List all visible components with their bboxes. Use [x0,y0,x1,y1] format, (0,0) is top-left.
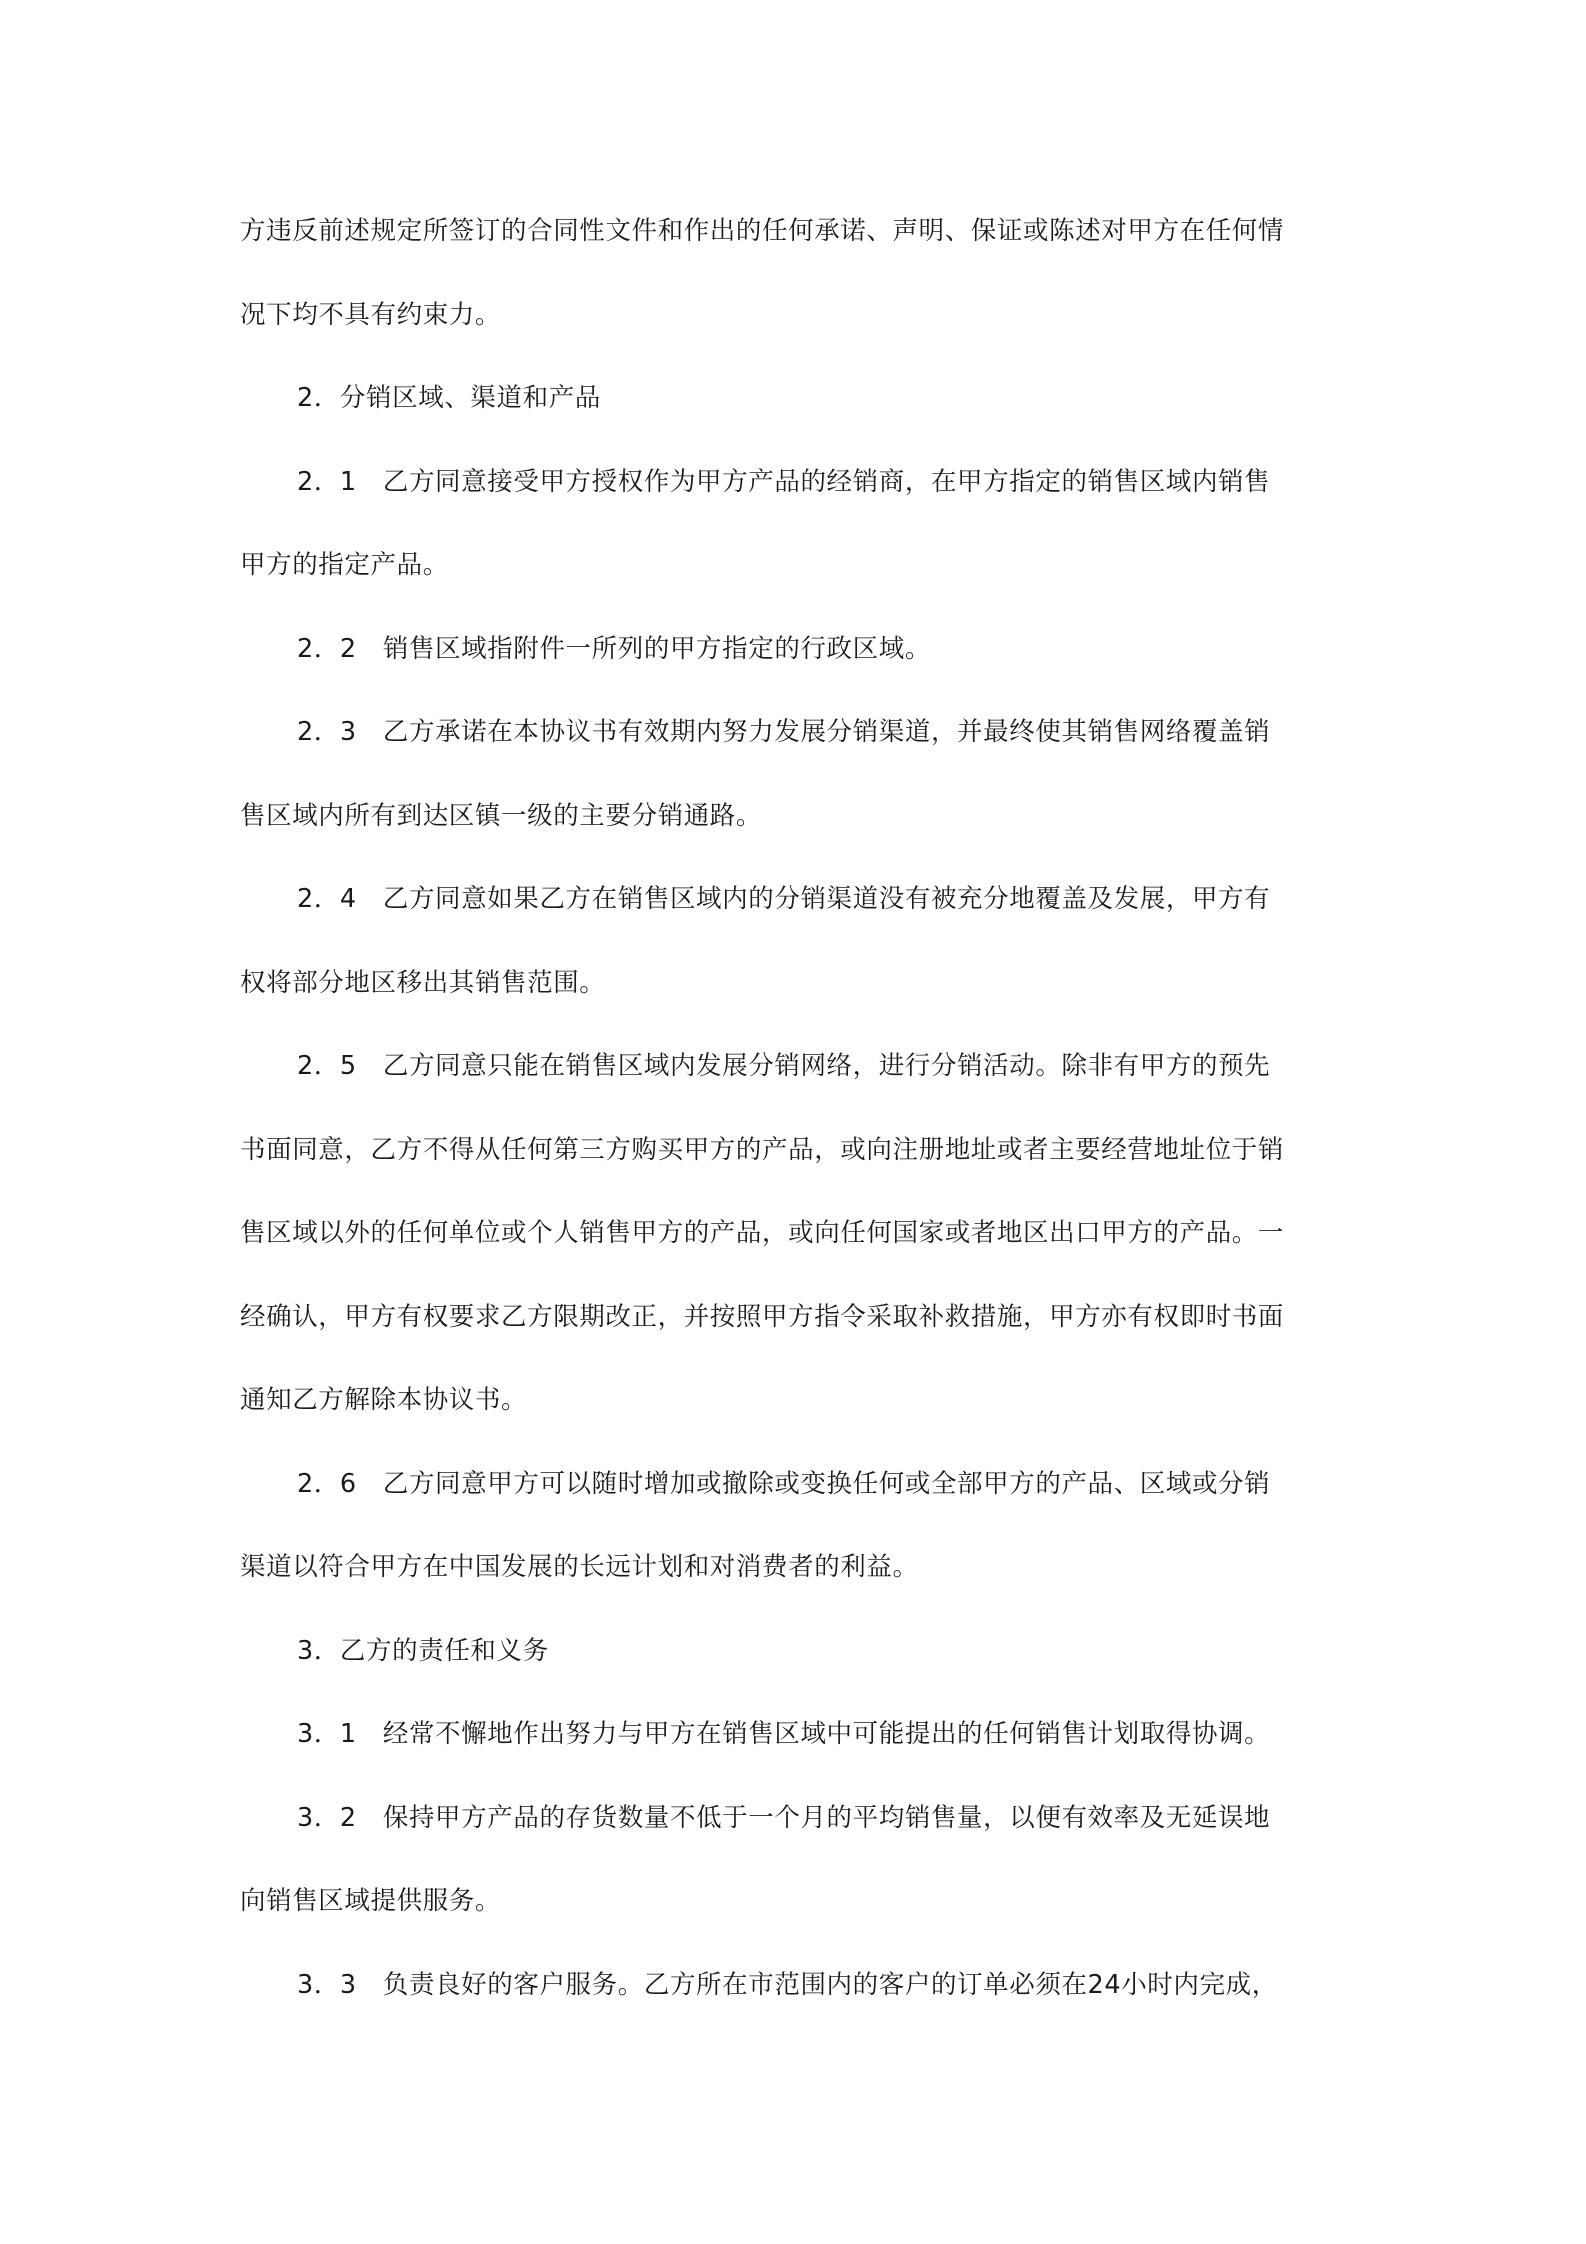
clause-2-3-cont: 售区域内所有到达区镇一级的主要分销通路。 [240,800,763,831]
clause-2-4: 2．4 乙方同意如果乙方在销售区域内的分销渠道没有被充分地覆盖及发展，甲方有 [297,884,1271,914]
clause-2-5-cont-2: 售区域以外的任何单位或个人销售甲方的产品，或向任何国家或者地区出口甲方的产品。一 [240,1218,1285,1248]
clause-3-2-cont: 向销售区域提供服务。 [240,1886,502,1916]
clause-2-1: 2．1 乙方同意接受甲方授权作为甲方产品的经销商，在甲方指定的销售区域内销售 [297,466,1271,497]
clause-2-5: 2．5 乙方同意只能在销售区域内发展分销网络，进行分销活动。除非有甲方的预先 [297,1051,1271,1081]
clause-2-2: 2．2 销售区域指附件一所列的甲方指定的行政区域。 [297,633,931,664]
clause-2-6: 2．6 乙方同意甲方可以随时增加或撤除或变换任何或全部甲方的产品、区域或分销 [297,1468,1271,1499]
text-line-2: 况下均不具有约束力。 [240,299,502,330]
clause-2-6-cont: 渠道以符合甲方在中国发展的长远计划和对消费者的利益。 [240,1552,919,1582]
clause-2-5-cont-3: 经确认，甲方有权要求乙方限期改正，并按照甲方指令采取补救措施，甲方亦有权即时书面 [240,1301,1285,1332]
clause-2-1-cont: 甲方的指定产品。 [240,550,449,580]
clause-2-3: 2．3 乙方承诺在本协议书有效期内努力发展分销渠道，并最终使其销售网络覆盖销 [297,717,1271,747]
clause-3-2: 3．2 保持甲方产品的存货数量不低于一个月的平均销售量，以便有效率及无延误地 [297,1802,1271,1833]
clause-2-4-cont: 权将部分地区移出其销售范围。 [240,967,606,998]
section-heading-2: 2．分销区域、渠道和产品 [297,383,601,413]
document-body [240,203,1352,2040]
clause-3-3: 3．3 负责良好的客户服务。乙方所在市范围内的客户的订单必须在24小时内完成， [297,1969,1278,2000]
section-heading-3: 3．乙方的责任和义务 [297,1635,549,1666]
clause-3-1: 3．1 经常不懈地作出努力与甲方在销售区域中可能提出的任何销售计划取得协调。 [297,1719,1271,1749]
clause-2-5-cont-4: 通知乙方解除本协议书。 [240,1385,528,1415]
text-line-1: 方违反前述规定所签订的合同性文件和作出的任何承诺、声明、保证或陈述对甲方在任何情 [240,216,1285,246]
clause-2-5-cont-1: 书面同意，乙方不得从任何第三方购买甲方的产品，或向注册地址或者主要经营地址位于销 [240,1134,1285,1165]
